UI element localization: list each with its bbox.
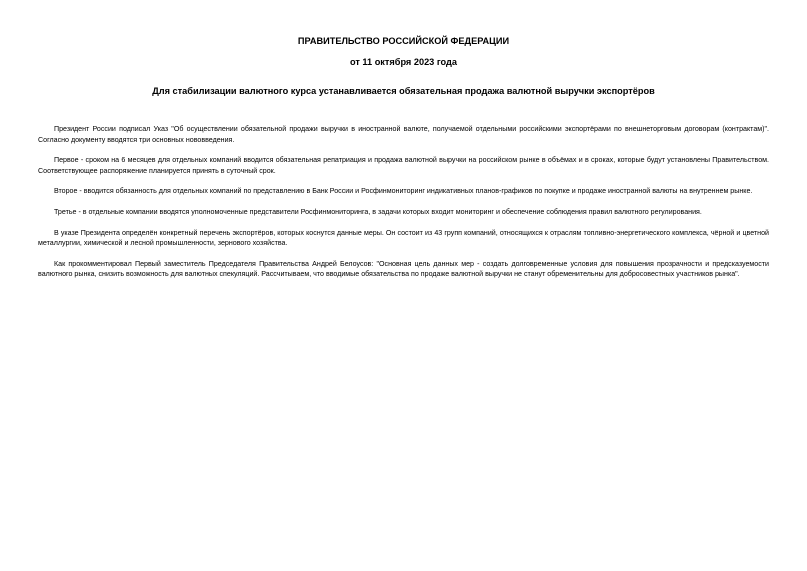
paragraph-decree: Президент России подписал Указ "Об осуществлении обязательной продажи выручки в иностранной валюте, получаемой отдельными российскими экспортёрами по внешнеторговым договорам (контрактам)". Согласно документу вводятся три основных нововведения.	[38, 125, 769, 144]
paragraph-second-measure: Второе - вводится обязанность для отдельных компаний по представлению в Банк России и Росфинмониторинг индикативных планов-графиков по покупке и продаже иностранной валюты на внутреннем рынке.	[54, 187, 753, 196]
paragraph-third-measure: Третье - в отдельные компании вводятся уполномоченные представители Росфинмониторинга, в задачи которых входит мониторинг и обеспечение соблюдения правил валютного регулирования.	[54, 208, 702, 217]
paragraph-first-measure: Первое - сроком на 6 месяцев для отдельных компаний вводится обязательная репатриация и продажа валютной выручки на российском рынке в объёмах и в сроках, которые будут установлены Правительством. Соответствующее распоряжение планируется принять в суточный срок.	[38, 156, 769, 175]
heading-organization: ПРАВИТЕЛЬСТВО РОССИЙСКОЙ ФЕДЕРАЦИИ	[297, 36, 510, 46]
paragraph-comment: Как прокомментировал Первый заместитель Председателя Правительства Андрей Белоусов: "Основная цель данных мер - создать долговременные условия для повышения прозрачности и предсказуемости валютного рынка, снизить возможность для валютных спекуляций. Рассчитываем, что вводимые обязательства по продаже валютной выручки не станут обременительны для добросовестных участников рынка".	[38, 259, 769, 279]
heading-subject: Для стабилизации валютного курса устанавливается обязательная продажа валютной выручки экспортёров	[152, 86, 655, 96]
paragraph-exporters-list: В указе Президента определён конкретный перечень экспортёров, которых коснутся данные меры. Он состоит из 43 групп компаний, относящихся к отраслям топливно-энергетического комплекса, чёрной и цветной металлургии, химической и лесной промышленности, зернового хозяйства.	[38, 228, 769, 248]
document-body	[38, 124, 769, 290]
heading-date: от 11 октября 2023 года	[350, 57, 457, 67]
